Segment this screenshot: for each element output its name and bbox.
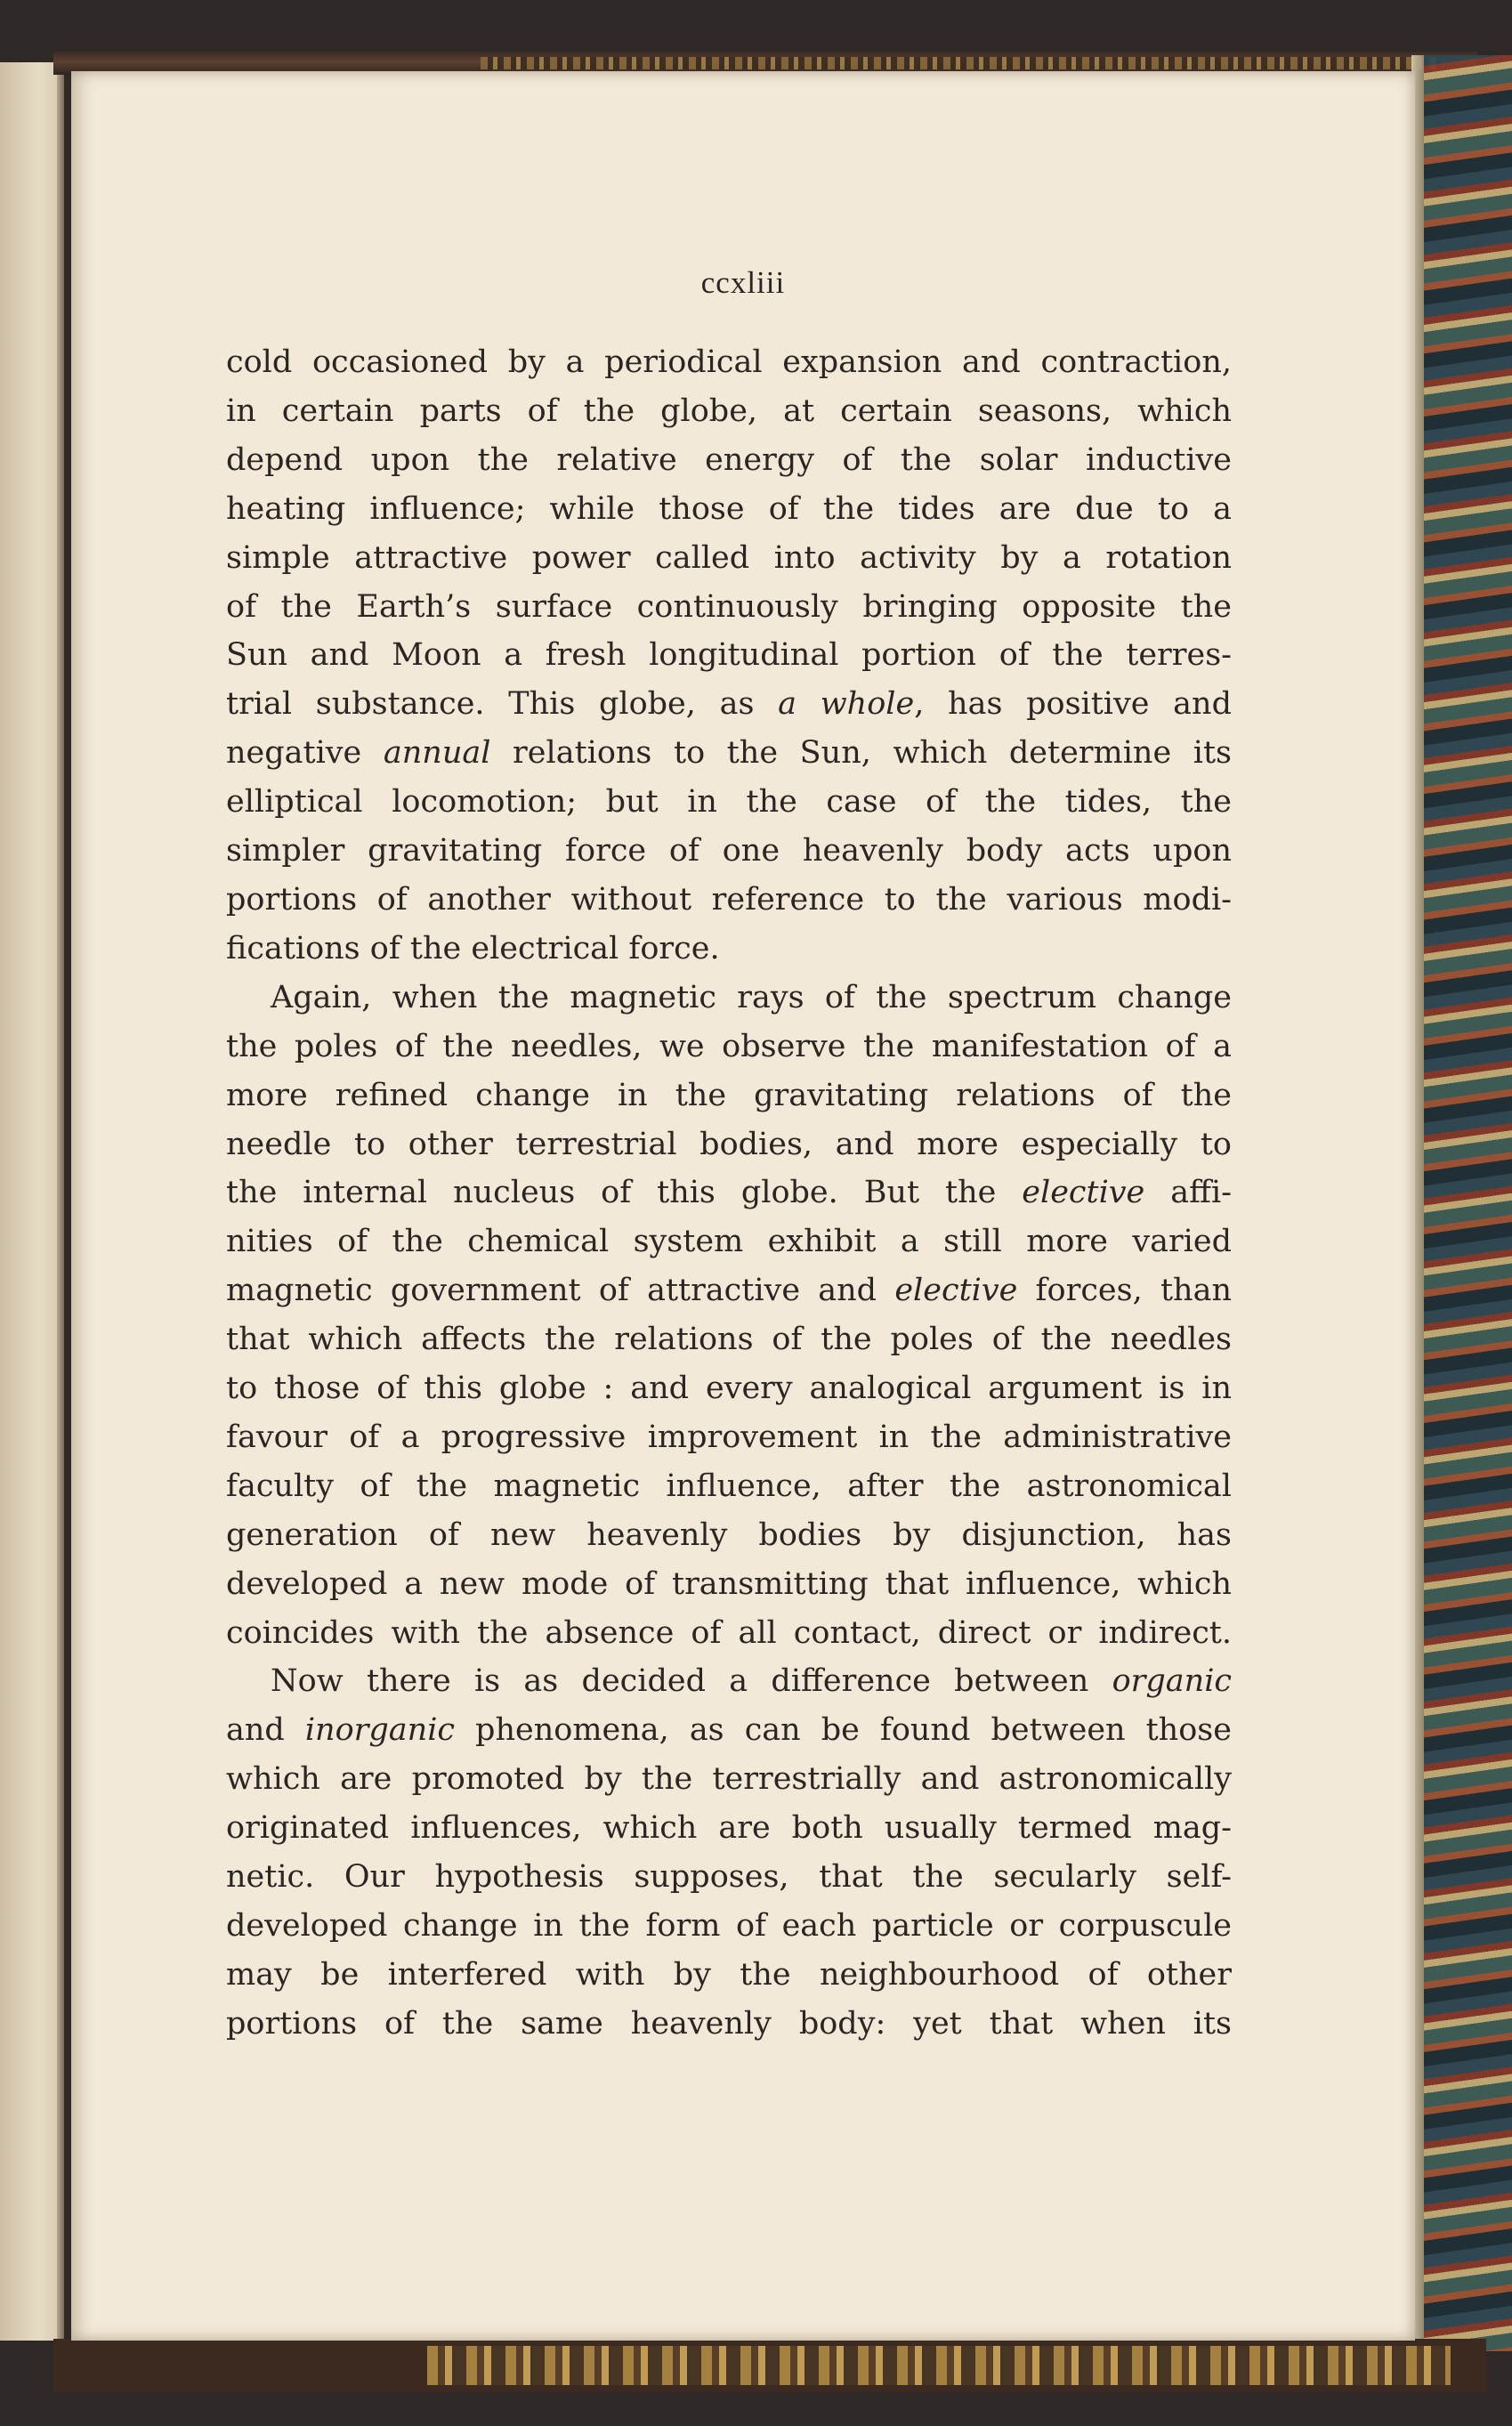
text-line: favour of a progressive improvement in the administrative [226,1419,1232,1455]
paragraph-1 [226,338,1232,974]
text-line: trial substance. This globe, as a whole, has positive and [226,686,1232,723]
text-line: Sun and Moon a fresh longitudinal portion of the terres- [226,637,1232,674]
text-line: simple attractive power called into activity by a rotation [226,539,1232,576]
paragraph-3 [226,1657,1232,2048]
text-line: and inorganic phenomena, as can be found between those [226,1712,1232,1749]
text-line: needle to other terrestrial bodies, and more especially to [226,1126,1232,1162]
text-line: simpler gravitating force of one heavenly body acts upon [226,833,1232,869]
book-page [71,71,1415,2341]
text-line: developed a new mode of transmitting that influence, which [226,1565,1232,1602]
text-line: portions of another without reference to the various modi- [226,881,1232,918]
text-line: the internal nucleus of this globe. But the elective affi- [226,1175,1232,1211]
text-line: developed change in the form of each particle or corpuscule [226,1908,1232,1944]
text-line: of the Earth’s surface continuously bringing opposite the [226,588,1232,625]
page-number: ccxliii [700,265,786,300]
text-line: coincides with the absence of all contact, direct or indirect. [226,1614,1232,1651]
text-line: negative annual relations to the Sun, which determine its [226,735,1232,772]
text-line: generation of new heavenly bodies by disjunction, has [226,1516,1232,1553]
bottom-binding [53,2339,1486,2392]
text-line: more refined change in the gravitating relations of the [226,1077,1232,1113]
text-line: nities of the chemical system exhibit a still more varied [226,1224,1232,1260]
text-line: in certain parts of the globe, at certain seasons, which [226,392,1232,429]
text-line: may be interfered with by the neighbourhood of other [226,1956,1232,1993]
facing-page-edge [0,62,64,2341]
text-line: originated influences, which are both usually termed mag- [226,1810,1232,1847]
body-text [226,338,1232,2049]
text-line: heating influence; while those of the tides are due to a [226,490,1232,527]
text-line: the poles of the needles, we observe the manifestation of a [226,1028,1232,1064]
text-line: Now there is as decided a difference between organic [271,1663,1232,1700]
text-line: Again, when the magnetic rays of the spectrum change [271,979,1232,1015]
marbled-fore-edge [1411,55,1512,2351]
paragraph-2 [226,974,1232,1658]
text-line: depend upon the relative energy of the solar inductive [226,441,1232,478]
text-line: netic. Our hypothesis supposes, that the secularly self- [226,1859,1232,1896]
text-line: that which affects the relations of the poles of the needles [226,1322,1232,1358]
text-line: portions of the same heavenly body: yet that when its [226,2005,1232,2042]
text-line: to those of this globe : and every analogical argument is in [226,1371,1232,1407]
text-line: which are promoted by the terrestrially and astronomically [226,1761,1232,1798]
text-line: cold occasioned by a periodical expansion and contraction, [226,344,1232,380]
text-line: magnetic government of attractive and elective forces, than [226,1273,1232,1309]
text-line: fications of the electrical force. [226,930,720,966]
text-line: faculty of the magnetic influence, after the astronomical [226,1468,1232,1504]
text-line: elliptical locomotion; but in the case of the tides, the [226,784,1232,821]
